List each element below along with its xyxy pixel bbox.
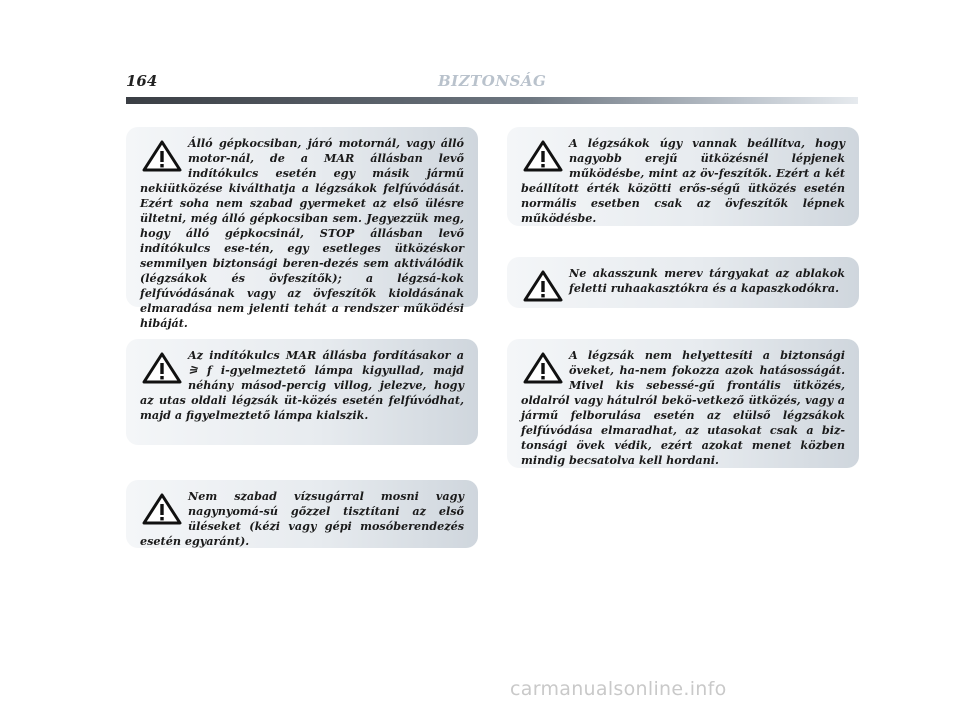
warning-triangle-icon (523, 140, 563, 172)
warning-text: A légzsákok úgy vannak beállítva, hogy nagyobb erejű ütközésnél lépjenek működésbe, mint az öv-feszítők. Ezért a két beállított érték közötti erős-ségű ütközés esetén normális esetben csak az övfeszítők lépnek működésbe. (521, 136, 845, 225)
warning-triangle-icon (142, 140, 182, 172)
warning-triangle-icon (142, 352, 182, 384)
header-rule (126, 97, 858, 104)
warning-triangle-icon (523, 352, 563, 384)
warning-triangle-icon (142, 493, 182, 525)
page-number: 164 (126, 72, 158, 90)
warning-box (126, 480, 478, 548)
watermark: carmanualsonline.info (510, 678, 727, 700)
warning-text: Nem szabad vízsugárral mosni vagy nagynyomá-sú gőzzel tisztítani az első üléseket (kézi vagy gépi mosóberendezés esetén egyaránt). (140, 489, 464, 548)
warning-text: A légzsák nem helyettesíti a biztonsági öveket, ha-nem fokozza azok hatásosságát. Mivel kis sebessé-gű frontális ütközés, oldalról vagy hátulról bekö-vetkező ütközés, vagy a jármű felborulása esetén az elülső légzsákok felfúvódása elmaradhat, az utasokat csak a biz-tonsági övek védik, ezért azokat menet közben mindig becsatolva kell hordani. (521, 348, 845, 467)
warning-box (126, 127, 478, 330)
warning-text: Ne akasszunk merev tárgyakat az ablakok feletti ruhaakasztókra és a kapaszkodókra. (569, 266, 845, 295)
warning-text: Az indítókulcs MAR állásba fordításakor a ⚞ f i-gyelmeztető lámpa kigyullad, majd néhány másod-percig villog, jelezve, hogy az utas oldali légzsák üt-közés esetén felfúvódhat, majd a figyelmeztető lámpa kialszik. (140, 348, 464, 422)
warning-box (126, 339, 478, 445)
warning-box (507, 257, 859, 308)
warning-triangle-icon (523, 270, 563, 302)
warning-box (507, 127, 859, 226)
warning-box (507, 339, 859, 468)
section-title: BIZTONSÁG (438, 72, 547, 90)
warning-text: Álló gépkocsiban, járó motornál, vagy álló motor-nál, de a MAR állásban levő indítókulcs esetén egy másik jármű nekiütközése kiválthatja a légzsákok felfúvódását. Ezért soha nem szabad gyermeket az első ülésre ültetni, még álló gépkocsiban sem. Jegyezzük meg, hogy álló gépkocsinál, STOP állásban levő indítókulcs ese-tén, egy esetleges ütközéskor semmilyen biztonsági beren-dezés sem aktiválódik (légzsákok és övfeszítők); a légzsá-kok felfúvódásának vagy az övfeszítők kioldásának elmaradása nem jelenti tehát a rendszer működési hibáját. (140, 136, 464, 330)
